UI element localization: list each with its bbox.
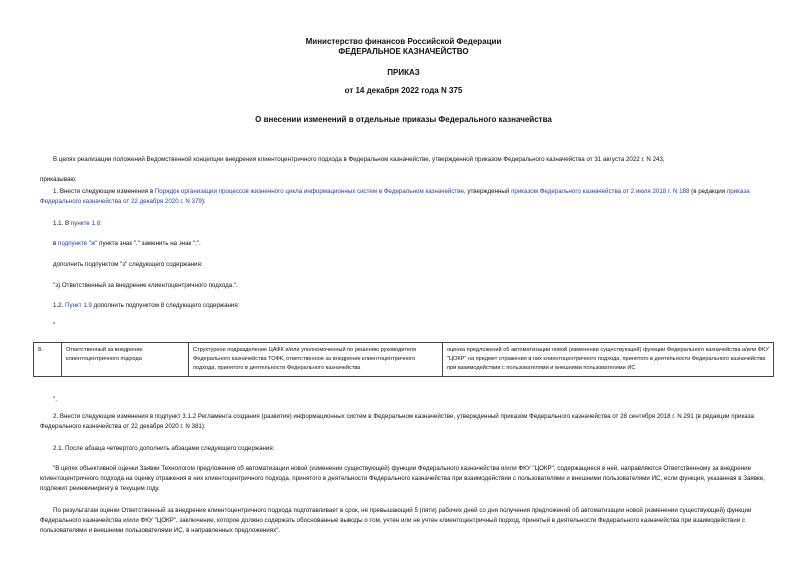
item-1-1: [53, 219, 102, 229]
ministry-name: Министерство финансов Российской Федерации: [305, 37, 502, 46]
item-1-1-post: :: [100, 220, 102, 227]
order-word: приказываю:: [40, 176, 77, 183]
link-order-379[interactable]: приказа Федерального казначейства от 22 декабря 2020 г. N 379: [40, 188, 750, 205]
subpoint-pre: в: [53, 240, 59, 247]
subpoint-z-text: "з) Ответственный за внедрение клиентоцентричного подхода.".: [53, 282, 238, 289]
item-1-2-pre: 1.2.: [53, 302, 66, 309]
item-1-pre: 1. Внести следующие изменения в: [53, 188, 155, 195]
link-lifecycle-order[interactable]: Порядок организации процессов жизненного цикла информационных систем в Федеральном казначействе: [154, 188, 464, 195]
doc-date-number: от 14 декабря 2022 года N 375: [344, 86, 463, 95]
add-subpoint-z-line: дополнить подпунктом "з" следующего содержания:: [53, 261, 203, 268]
item-1-mid2: (в редакции: [689, 188, 727, 195]
responsibility-table: [33, 342, 774, 377]
open-quote: ": [53, 322, 56, 329]
item-1-2: [53, 301, 239, 311]
table-cell-function: оценка предложений об автоматизации новой (изменении существующей) функции Федерального казначейства и/или ФКУ "ЦОКР" на предмет отражения в них клиентоцентричного подхода, принятого в деятельности Федерального казначейства при взаимодействии с пользователями и внешними пользователями ИС: [443, 343, 774, 377]
intro-paragraph: В целях реализации положений Ведомственной концепции внедрения клиентоцентричного подхода в Федеральном казначействе, утвержденной приказом Федерального казначейства от 31 августа 2022 г. N 243,: [53, 156, 665, 163]
link-order-188[interactable]: приказом Федерального казначейства от 2 июля 2018 г. N 188: [511, 188, 690, 195]
item-1-1-pre: 1.1. В: [53, 220, 71, 227]
subpoint-post: пункта знак "." заменить на знак ";".: [97, 240, 201, 247]
table-cell-role: Ответственный за внедрение клиентоцентричного подхода: [62, 343, 189, 377]
item-1-mid: , утвержденный: [463, 188, 512, 195]
link-clause-1-8[interactable]: пункте 1.8: [70, 220, 101, 227]
item-1-2-post: дополнить подпунктом 8 следующего содержания:: [91, 302, 240, 309]
treasury-name: ФЕДЕРАЛЬНОЕ КАЗНАЧЕЙСТВО: [338, 47, 469, 56]
doc-title: О внесении изменений в отдельные приказы Федерального казначейства: [255, 115, 552, 124]
doc-type: ПРИКАЗ: [387, 68, 420, 77]
item-1: [40, 187, 775, 207]
item-2: 2. Внести следующие изменения в подпункт 3.1.2 Регламента создания (развития) информационных систем в Федеральном казначействе, утвержденный приказом Федерального казначейства от 28 сентября 2018 г. N 291 (в редакции приказа Федерального казначейства от 22 декабря 2020 г. N 381):: [40, 413, 754, 430]
table-cell-unit: Структурное подразделение ЦАФК и/или уполномоченный по решению руководителя Федерального казначейства ТОФК, ответственное за внедрение клиентоцентричного подхода, принятого в деятельности Федерального казначейства: [189, 343, 443, 377]
table-row: [34, 343, 774, 377]
quote-paragraph-2: По результатам оценки Ответственный за внедрение клиентоцентричного подхода подготавливает в срок, не превышающий 5 (пяти) рабочих дней со дня получения предложений об автоматизации новой (изменении существующей) функции Федерального казначейства и/или ФКУ "ЦОКР", заключение, которое должно содержать обоснованные выводы о том, учтен или не учтен клиентоцентричный подход, принятый в деятельности Федерального казначейства при взаимодействии с пользователями и внешними пользователями ИС, в направленных предложениях".: [40, 507, 752, 534]
subpoint-line: [53, 239, 201, 249]
item-2-1: 2.1. После абзаца четвертого дополнить абзацами следующего содержания:: [53, 445, 275, 452]
quote-paragraph-1: "В целях объективной оценки Заявки Технологом предложения об автоматизации новой (изменении существующей) функции Федерального казначейства и/или ФКУ "ЦОКР", содержащиеся в ней, направляются Ответственному за внедрение клиентоцентричного подхода на оценку отражения в них клиентоцентричного подхода, принятого в деятельности Федерального казначейства при взаимодействии с пользователями и внешними пользователями ИС, если функция, указанная в Заявке, подлежит реинжинирингу в текущем году.: [40, 465, 765, 492]
table-cell-number: 8.: [34, 343, 62, 377]
close-quote: ".: [53, 396, 57, 403]
link-clause-1-9[interactable]: Пункт 1.9: [65, 302, 92, 309]
item-1-post: ):: [201, 198, 206, 205]
link-subpoint-zh[interactable]: подпункте "ж": [58, 240, 98, 247]
